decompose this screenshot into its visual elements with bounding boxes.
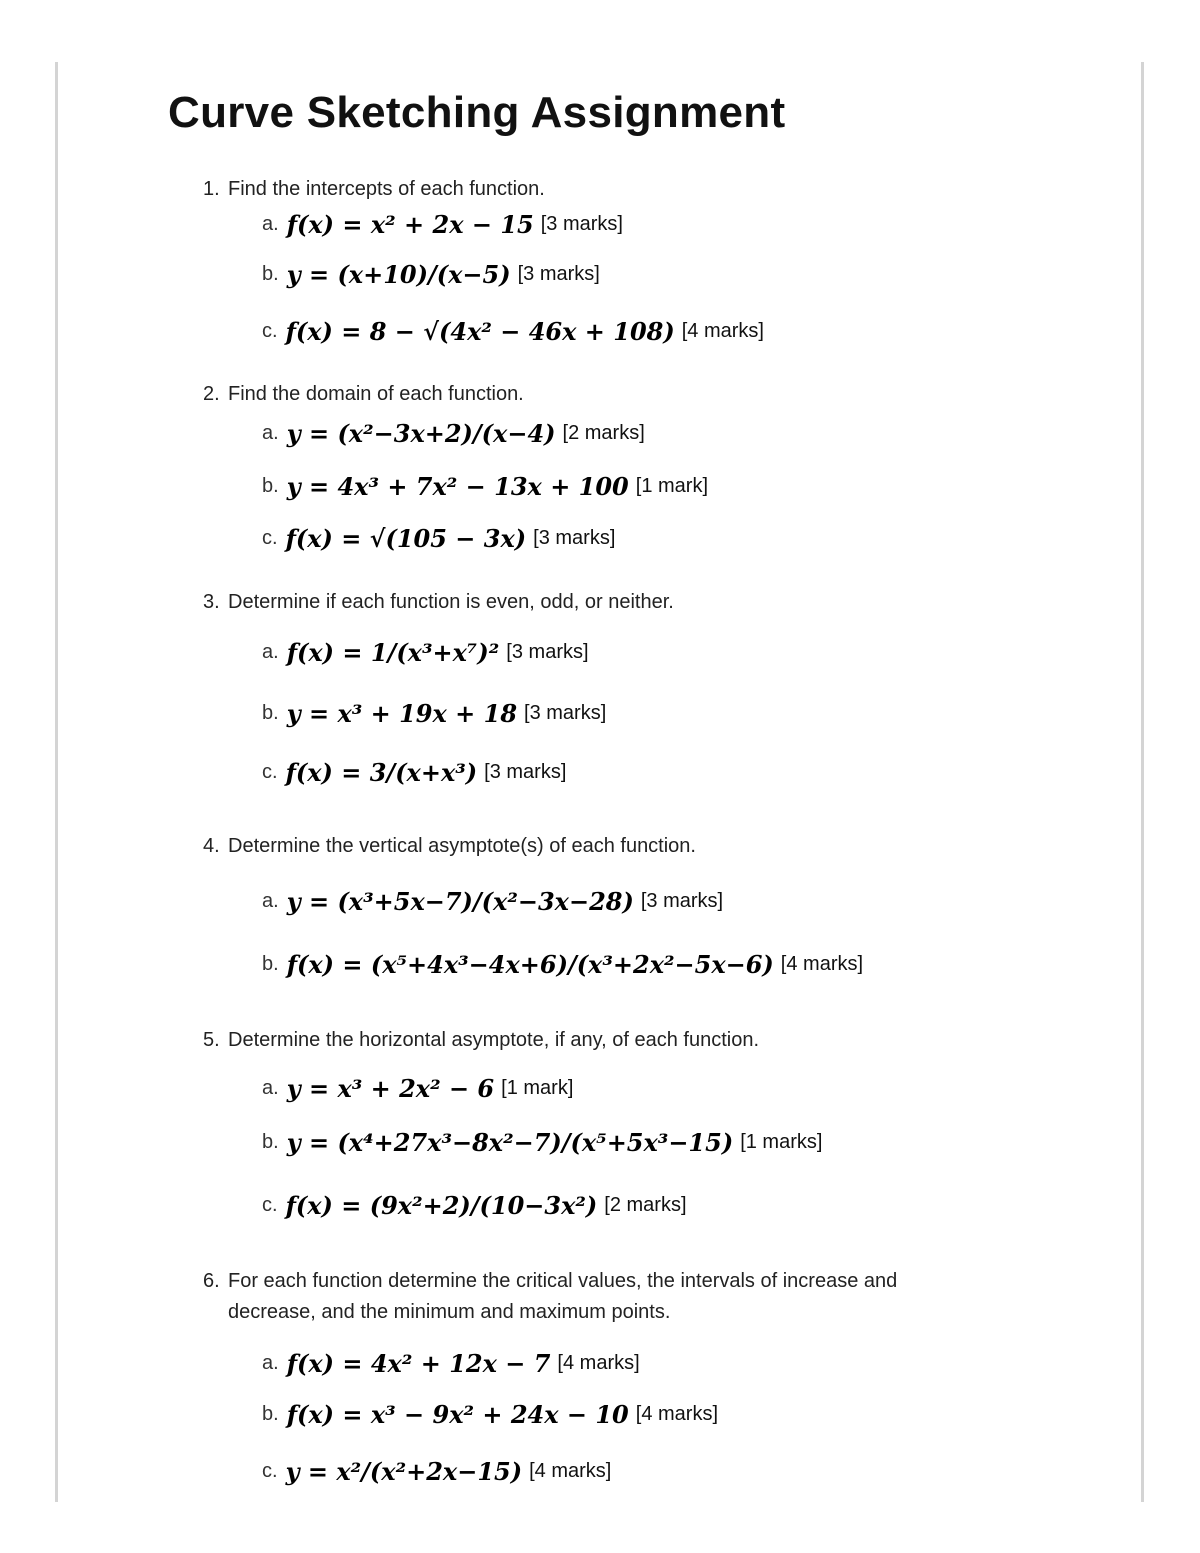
math-expression: f(x) = 4x² + 12x − 7 [286, 1348, 551, 1378]
item-label: b. [262, 1130, 279, 1153]
question-6 [203, 1266, 988, 1328]
marks-badge: [4 marks] [557, 1351, 640, 1374]
item-label: a. [262, 212, 279, 235]
item-label: c. [262, 760, 278, 783]
item-label: a. [262, 1076, 279, 1099]
question-6c [262, 1449, 611, 1493]
item-label: c. [262, 1459, 278, 1482]
question-text: Determine if each function is even, odd, or neither. [228, 591, 674, 613]
marks-badge: [1 mark] [501, 1076, 574, 1099]
page-left-border [55, 62, 58, 1502]
item-label: b. [262, 1402, 279, 1425]
math-expression: y = (x+10)/(x−5) [286, 259, 511, 289]
math-expression: f(x) = 3/(x+x³) [285, 757, 478, 787]
question-text: Determine the vertical asymptote(s) of each function. [228, 835, 696, 857]
question-number: 6. [203, 1270, 220, 1292]
question-3a [262, 630, 589, 674]
question-number: 2. [203, 383, 220, 405]
marks-badge: [2 marks] [562, 421, 645, 444]
math-expression: f(x) = x² + 2x − 15 [286, 209, 534, 239]
question-5c [262, 1183, 687, 1227]
question-text: Find the intercepts of each function. [228, 178, 545, 200]
item-label: b. [262, 474, 279, 497]
question-2a [262, 411, 645, 455]
math-expression: y = x³ + 2x² − 6 [286, 1073, 495, 1103]
question-2b [262, 464, 708, 508]
marks-badge: [3 marks] [484, 760, 567, 783]
question-1 [203, 174, 988, 205]
question-4 [203, 831, 988, 862]
math-expression: y = 4x³ + 7x² − 13x + 100 [286, 471, 629, 501]
question-3c [262, 750, 566, 794]
question-text: Find the domain of each function. [228, 383, 524, 405]
item-label: a. [262, 421, 279, 444]
question-5 [203, 1025, 988, 1056]
math-expression: f(x) = √(105 − 3x) [285, 523, 527, 553]
marks-badge: [4 marks] [780, 952, 864, 975]
math-expression: f(x) = (9x²+2)/(10−3x²) [285, 1190, 598, 1220]
item-label: b. [262, 262, 279, 285]
marks-badge: [1 marks] [740, 1130, 823, 1153]
marks-badge: [3 marks] [506, 640, 589, 663]
marks-badge: [2 marks] [604, 1193, 687, 1216]
question-2 [203, 379, 988, 410]
question-5a [262, 1066, 573, 1110]
question-6a [262, 1341, 640, 1385]
math-expression: f(x) = (x⁵+4x³−4x+6)/(x³+2x²−5x−6) [286, 949, 774, 979]
question-number: 4. [203, 835, 220, 857]
question-1b [262, 252, 600, 296]
marks-badge: [4 marks] [635, 1402, 719, 1425]
question-text: For each function determine the critical values, the intervals of increase and decrease, and the minimum and maximum points. [228, 1270, 898, 1323]
question-4b [262, 942, 863, 986]
marks-badge: [4 marks] [681, 319, 764, 342]
marks-badge: [3 marks] [540, 212, 623, 235]
question-3 [203, 587, 988, 618]
question-4a [262, 879, 723, 923]
item-label: c. [262, 1193, 278, 1216]
math-expression: y = x³ + 19x + 18 [286, 698, 518, 728]
item-label: a. [262, 640, 279, 663]
question-1a [262, 202, 623, 246]
math-expression: y = x²/(x²+2x−15) [285, 1456, 523, 1486]
item-label: b. [262, 701, 279, 724]
math-expression: f(x) = x³ − 9x² + 24x − 10 [286, 1399, 629, 1429]
question-number: 5. [203, 1029, 220, 1051]
page-title: Curve Sketching Assignment [168, 88, 786, 137]
question-5b [262, 1120, 822, 1164]
item-label: a. [262, 1351, 279, 1374]
item-label: b. [262, 952, 279, 975]
marks-badge: [3 marks] [533, 526, 616, 549]
math-expression: f(x) = 1/(x³+x⁷)² [286, 637, 500, 667]
marks-badge: [4 marks] [529, 1459, 612, 1482]
question-number: 1. [203, 178, 220, 200]
item-label: c. [262, 526, 278, 549]
marks-badge: [3 marks] [517, 262, 600, 285]
item-label: a. [262, 889, 279, 912]
math-expression: y = (x³+5x−7)/(x²−3x−28) [286, 886, 634, 916]
question-1c [262, 309, 764, 353]
question-2c [262, 516, 615, 560]
math-expression: f(x) = 8 − √(4x² − 46x + 108) [285, 316, 675, 346]
question-number: 3. [203, 591, 220, 613]
marks-badge: [1 mark] [635, 474, 709, 497]
item-label: c. [262, 319, 278, 342]
math-expression: y = (x⁴+27x³−8x²−7)/(x⁵+5x³−15) [286, 1127, 734, 1157]
question-3b [262, 691, 606, 735]
marks-badge: [3 marks] [524, 701, 607, 724]
question-text: Determine the horizontal asymptote, if any, of each function. [228, 1029, 760, 1051]
page-right-border [1141, 62, 1144, 1502]
marks-badge: [3 marks] [640, 889, 724, 912]
math-expression: y = (x²−3x+2)/(x−4) [286, 418, 556, 448]
question-6b [262, 1392, 718, 1436]
